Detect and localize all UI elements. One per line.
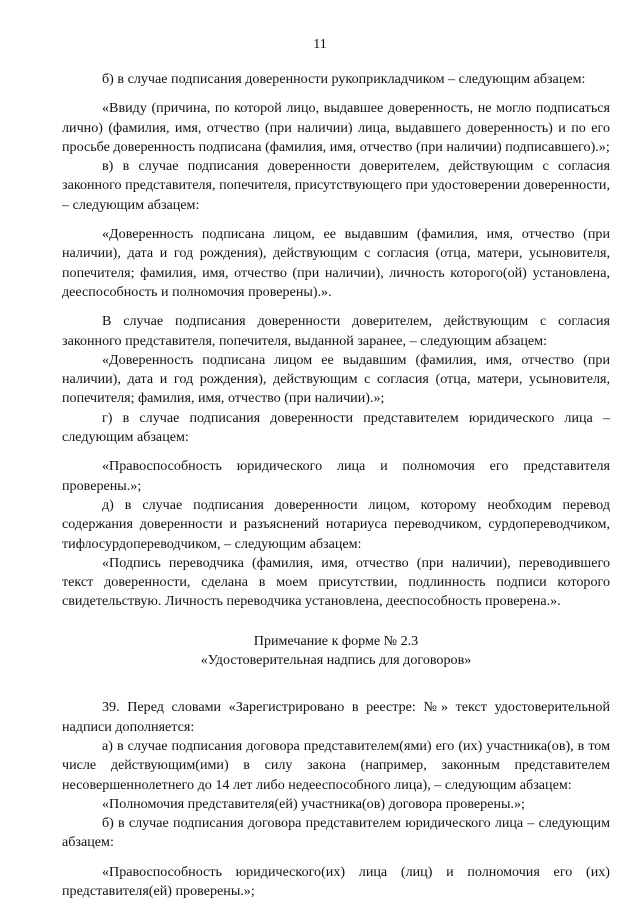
paragraph: в) в случае подписания доверенности доверителем, действующим с согласия законного представителя, попечителя, присутствующего при удостоверении доверенности, – следующим абзацем: — [62, 158, 610, 213]
paragraph: 39. Перед словами «Зарегистрировано в реестре: №» текст удостоверительной надписи дополняется: — [62, 699, 610, 735]
document-body — [62, 70, 610, 901]
paragraph: «Правоспособность юридического лица и полномочия его представителя проверены.»; — [62, 458, 610, 494]
paragraph: г) в случае подписания доверенности представителем юридического лица – следующим абзацем: — [62, 409, 610, 446]
paragraph: б) в случае подписания доверенности рукоприкладчиком – следующим абзацем: — [102, 71, 586, 87]
paragraph: «Полномочия представителя(ей) участника(ов) договора проверены.»; — [102, 795, 525, 812]
paragraph: В случае подписания доверенности доверителем, действующим с согласия законного представителя, попечителя, выданной заранее, – следующим абзацем: — [62, 313, 610, 349]
paragraph: «Доверенность подписана лицом ее выдавшим (фамилия, имя, отчество (при наличии), дата и год рождения), действующим с согласия (отца, матери, усыновителя, попечителя; фамилия, имя, отчество (при наличии).»; — [62, 351, 610, 407]
paragraph: «Ввиду (причина, по которой лицо, выдавшее доверенность, не могло подписаться лично) (фамилия, имя, отчество (при наличии) лица, выдавшего доверенность) и по его просьбе доверенность подписана (фамилия, имя, отчество (при наличии) подписавшего).»; — [62, 100, 610, 155]
note-heading-line: «Удостоверительная надпись для договоров» — [200, 652, 472, 669]
paragraph: б) в случае подписания договора представителем юридического лица – следующим абзацем: — [62, 815, 610, 851]
paragraph: «Доверенность подписана лицом, ее выдавшим (фамилия, имя, отчество (при наличии), дата и год рождения), действующим с согласия (отца, матери, усыновителя, попечителя; фамилия, имя, отчество (при наличии), личность которого(ой) установлена, дееспособность и полномочия проверены).». — [62, 226, 610, 300]
note-heading — [62, 632, 610, 671]
paragraph: а) в случае подписания договора представителем(ями) его (их) участника(ов), в том числе действующим(ими) в силу закона (например, законным представителем несовершеннолетнего до 14 лет либо недееспособного лица), – следующим абзацем: — [62, 737, 610, 793]
page-number: 11 — [313, 37, 327, 52]
paragraph: «Правоспособность юридического(их) лица (лиц) и полномочия его (их) представителя(ей) проверены.»; — [62, 863, 610, 899]
paragraph: «Подпись переводчика (фамилия, имя, отчество (при наличии), переводившего текст доверенности, сделана в моем присутствии, подлинность подписи которого свидетельствую. Личность переводчика установлена, дееспособность проверена.». — [62, 554, 610, 610]
note-heading-line: Примечание к форме № 2.3 — [253, 632, 419, 649]
paragraph: д) в случае подписания доверенности лицом, которому необходим перевод содержания доверенности и разъяснений нотариуса переводчиком, сурдопереводчиком, тифлосурдопереводчиком, – следующим абзацем: — [62, 496, 610, 552]
